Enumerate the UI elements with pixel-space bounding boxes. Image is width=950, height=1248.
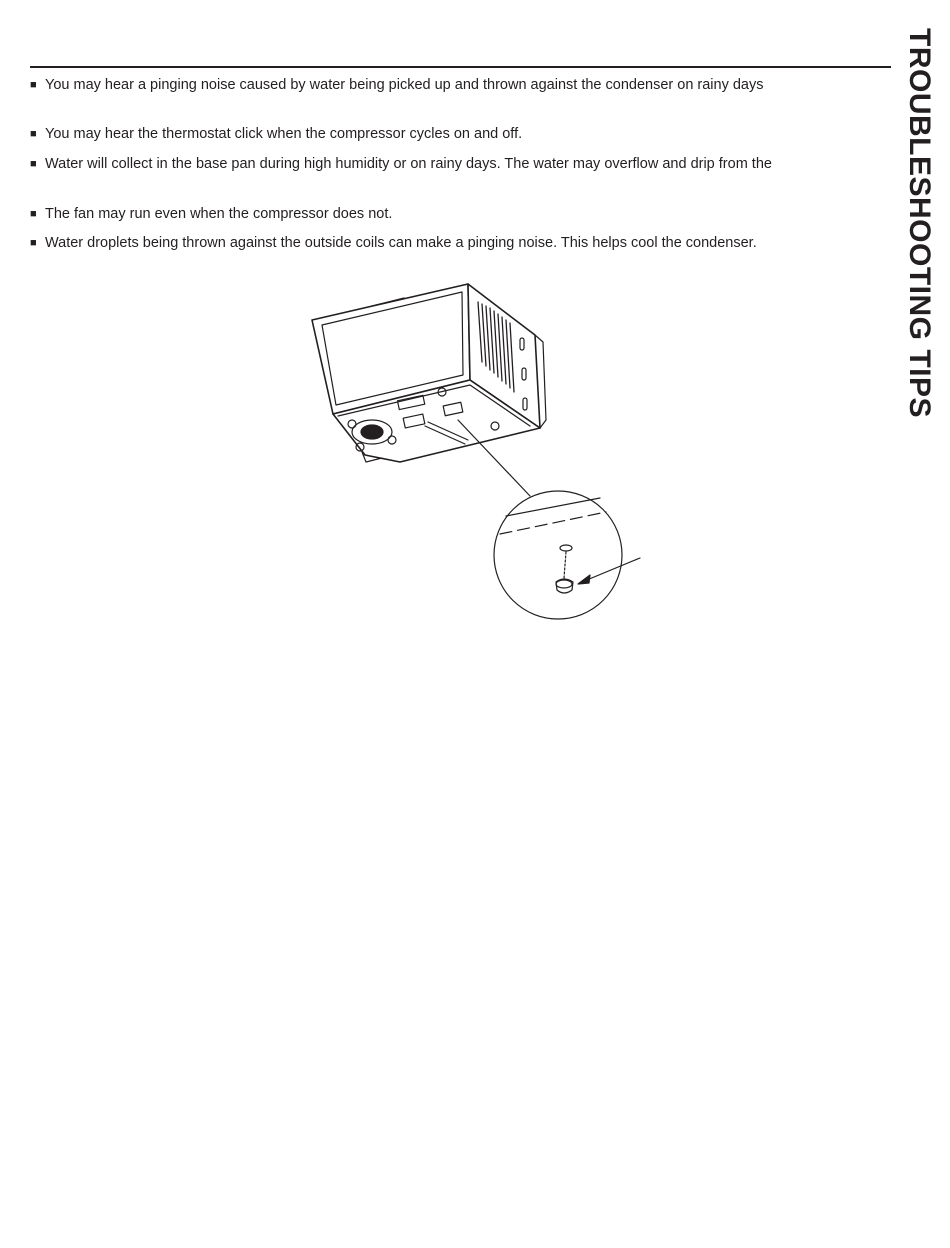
tip-item [30, 156, 772, 173]
tip-item [30, 77, 764, 94]
tip-text: Water droplets being thrown against the outside coils can make a pinging noise. This helps cool the condenser. [45, 235, 757, 251]
drain-plug-callout [458, 420, 640, 619]
tip-item [30, 235, 757, 252]
tip-text: You may hear the thermostat click when the compressor cycles on and off. [45, 126, 523, 142]
bullet-icon: ■ [30, 208, 37, 220]
section-title [891, 28, 947, 473]
bullet-icon: ■ [30, 128, 37, 140]
section-title-text: TROUBLESHOOTING TIPS [903, 28, 936, 419]
tip-text: You may hear a pinging noise caused by water being picked up and thrown against the condenser on rainy days [45, 77, 764, 93]
bullet-icon: ■ [30, 237, 37, 249]
tip-item [30, 126, 522, 143]
header-rule [30, 66, 891, 68]
tip-text: Water will collect in the base pan during high humidity or on rainy days. The water may overflow and drip from the [45, 156, 772, 172]
bullet-icon: ■ [30, 79, 37, 91]
air-conditioner-drain-plug-illustration [300, 280, 660, 625]
tip-text: The fan may run even when the compressor does not. [45, 206, 393, 222]
ac-cabinet-drawing [312, 284, 546, 462]
bullet-icon: ■ [30, 158, 37, 170]
tip-item [30, 206, 392, 223]
